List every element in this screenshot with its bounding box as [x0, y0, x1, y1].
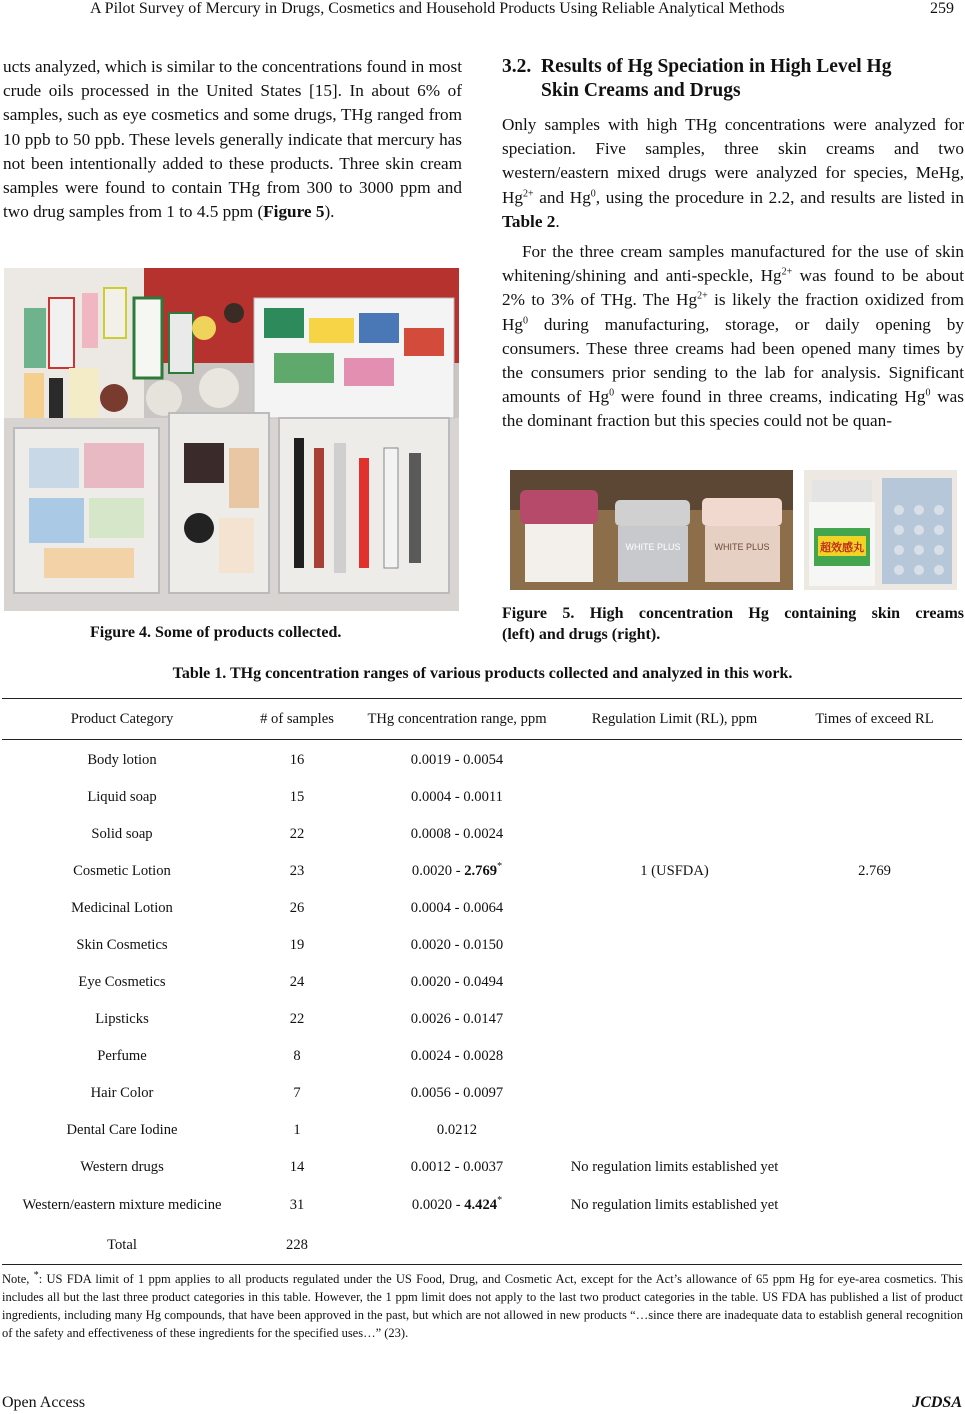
- page-number: 259: [930, 0, 954, 17]
- section-heading: [502, 55, 964, 103]
- table-row: Eye Cosmetics 24 0.0020 - 0.0494: [78, 974, 504, 990]
- table-top-rule: [2, 698, 962, 699]
- left-paragraph: ucts analyzed, which is similar to the concentrations found in most crude oils processed in the United States [15]. In about 6% of samples, such as eye cosmetics and some drugs, THg ranged from 10 ppb to 50 ppb. These levels generally indicate that mercury has not been intentionally added to these products. Three skin cream samples were found to contain THg from 300 to 3000 ppm and two drug samples from 1 to 4.5 ppm (Figure 5).: [3, 57, 462, 222]
- times-exceed-value: 2.769: [858, 863, 891, 879]
- table-footnote: Note, *: US FDA limit of 1 ppm applies to all products regulated under the US Food, Drug, and Cosmetic Act, except for the Act’s allowance of 65 ppm Hg for eye-area cosmetics. This includes all but the last three product categories in this table. However, the 1 ppm limit does not apply to the last two product categories in the table. US FDA has published a list of product ingredients, including many Hg compounds, that have been approved in the past, but which are not allowed in new products “…since there are inadequate data to establish general recognition of the safety and effectiveness of these ingredients for the specified uses…” (23).: [2, 1269, 963, 1340]
- section-number: 3.2.: [502, 56, 532, 77]
- right-column: [502, 55, 964, 434]
- header-times-exceed: Times of exceed RL: [815, 710, 934, 727]
- bottle-label: 超效感丸: [820, 541, 864, 554]
- footer-open-access: Open Access: [2, 1394, 86, 1411]
- figure4-photo: [4, 268, 459, 611]
- products-collection-illustration: [4, 268, 459, 611]
- figure5-caption-line2: (left) and drugs (right).: [502, 626, 661, 643]
- table-row: Lipsticks 22 0.0026 - 0.0147: [95, 1011, 504, 1027]
- regulation-limit-usfda: 1 (USFDA): [640, 863, 709, 879]
- figure5-caption-line1: Figure 5. High concentration Hg containing skin creams: [502, 605, 964, 622]
- figure5-caption: [502, 603, 964, 645]
- header-regulation-limit: Regulation Limit (RL), ppm: [591, 710, 758, 727]
- figure4-caption: Figure 4. Some of products collected.: [90, 624, 342, 641]
- table-row: Western drugs 14 0.0012 - 0.0037 No regulation limits established yet: [80, 1159, 779, 1175]
- header-thg-range: THg concentration range, ppm: [367, 710, 547, 727]
- table-row: Dental Care Iodine 1 0.0212: [66, 1122, 478, 1138]
- section-title-line1: Results of Hg Speciation in High Level Hg: [541, 56, 892, 77]
- table-row: Body lotion 16 0.0019 - 0.0054: [87, 751, 504, 768]
- header-product-category: Product Category: [70, 710, 174, 727]
- table-row: Medicinal Lotion 26 0.0004 - 0.0064: [71, 900, 504, 916]
- table2-reference: Table 2: [502, 211, 556, 231]
- table-header-row: [2, 700, 962, 738]
- figure5-drugs-photo: [804, 470, 957, 590]
- table1: [2, 700, 962, 1266]
- figure5-creams-photo: [510, 470, 793, 590]
- table-row: Solid soap 22 0.0008 - 0.0024: [91, 826, 504, 842]
- jar-label-1: WHITE PLUS: [625, 542, 681, 552]
- table-row: Liquid soap 15 0.0004 - 0.0011: [87, 789, 503, 805]
- table-row: Cosmetic Lotion 23 0.0020 - 2.769* 1 (USFDA) 2.769: [2, 853, 962, 890]
- table-row: Perfume 8 0.0024 - 0.0028: [97, 1048, 504, 1064]
- figure5-reference: Figure 5: [263, 202, 325, 222]
- skin-cream-jars-illustration: [510, 470, 793, 590]
- running-title: A Pilot Survey of Mercury in Drugs, Cosmetics and Household Products Using Reliable Analytical Methods: [90, 0, 785, 17]
- footer-journal: JCDSA: [912, 1394, 962, 1411]
- table-row-total: Total 228: [107, 1237, 308, 1253]
- header-samples: # of samples: [260, 710, 334, 727]
- left-column: [3, 55, 462, 224]
- running-header: [0, 0, 965, 22]
- speciation-paragraph-1: Only samples with high THg concentrations were analyzed for speciation. Five samples, three skin creams and two western/eastern mixed drugs were analyzed for species, MeHg, $Hg^{2+}$ and Hg$^0$, using the procedure in 2.2, and results are listed in Table 2.: [502, 115, 964, 231]
- drug-bottle-illustration: [804, 470, 957, 590]
- table-row: Skin Cosmetics 19 0.0020 - 0.0150: [76, 937, 504, 953]
- jar-label-2: WHITE PLUS: [714, 542, 770, 552]
- table1-caption: Table 1. THg concentration ranges of various products collected and analyzed in this work.: [172, 665, 793, 682]
- speciation-paragraph-2: For the three cream samples manufactured for the use of skin whitening/shining and anti-speckle, $Hg^{2+}$ was found to be about 2% to 3% of THg. The $Hg^{2+}$ is likely the fraction oxidized from Hg$^0$ during manufacturing, storage, or daily opening by consumers. These three creams had been opened many times by the consumers prior sending to the lab for analysis. Significant amounts of Hg$^0$ were found in three creams, indicating Hg$^0$ was the dominant fraction but this species could not be quan-: [502, 242, 965, 431]
- table-row: Hair Color 7 0.0056 - 0.0097: [90, 1085, 504, 1101]
- table-row: Western/eastern mixture medicine 31 0.0020 - 4.424* No regulation limits established yet: [22, 1195, 779, 1213]
- section-title-line2: Skin Creams and Drugs: [541, 80, 741, 101]
